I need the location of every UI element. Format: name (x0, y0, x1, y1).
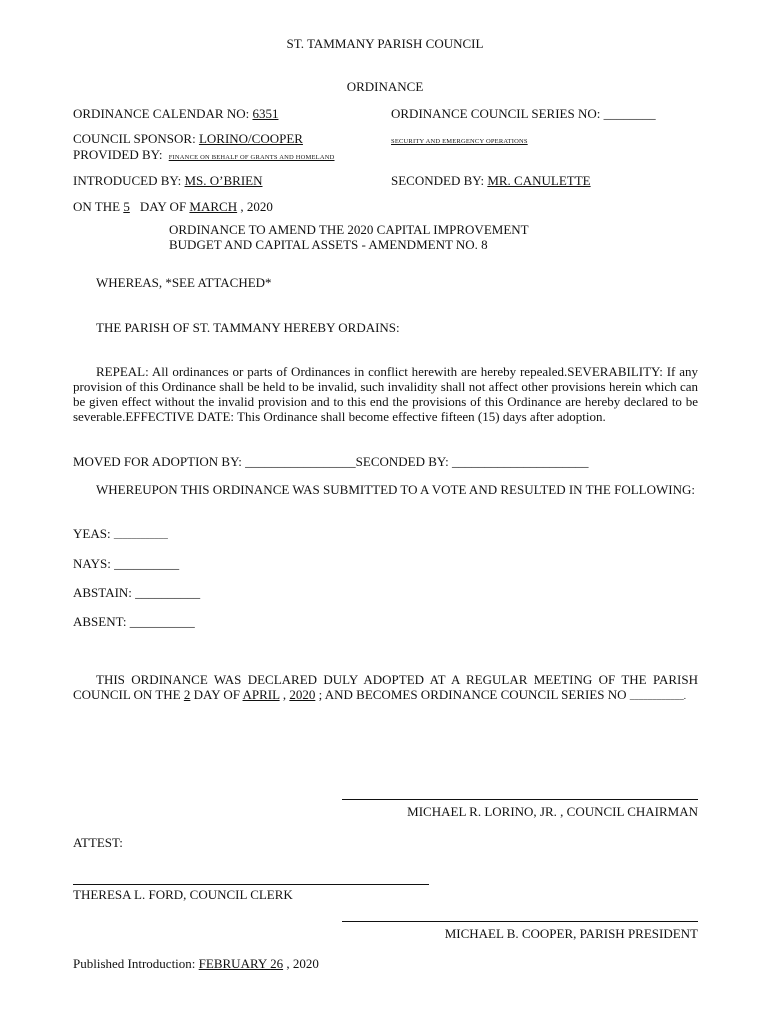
adopted-month: APRIL (242, 687, 280, 702)
provided-by-line (73, 147, 335, 165)
sponsor-label: COUNCIL SPONSOR: (73, 131, 196, 146)
president-name: MICHAEL B. COOPER, PARISH PRESIDENT (444, 926, 698, 941)
moved-label: MOVED FOR ADOPTION BY: (73, 454, 242, 469)
clerk-signature-line (73, 884, 429, 885)
date-year: , 2020 (240, 199, 273, 214)
calendar-label: ORDINANCE CALENDAR NO: (73, 106, 250, 121)
date-prefix: ON THE (73, 199, 121, 214)
repeal-paragraph: REPEAL: All ordinances or parts of Ordinances in conflict herewith are hereby repealed.SEVERABILITY: If any provision of this Ordinance shall be held to be invalid, such invalidity shall not affect other provisions herein which can be given effect without the invalid provision and to this end the provisions of this Ordinance are hereby declared to be severable.EFFECTIVE DATE: This Ordinance shall become effective fifteen (15) days after adoption. (73, 364, 698, 424)
published-year: , 2020 (286, 956, 319, 971)
adopted-year: 2020 (289, 687, 316, 702)
published-date: FEBRUARY 26 (198, 956, 284, 971)
date-day: 5 (123, 199, 130, 214)
document-type: ORDINANCE (346, 79, 424, 94)
vote-label: ABSENT: (73, 614, 127, 629)
adopted-text-2: DAY OF (193, 687, 240, 702)
calendar-number-line (73, 106, 278, 121)
chairman-signature-line (342, 799, 698, 800)
vote-label: NAYS: (73, 556, 111, 571)
whereas-clause: WHEREAS, *SEE ATTACHED* (96, 275, 272, 290)
published-label: Published Introduction: (73, 956, 196, 971)
sponsor-department: SECURITY AND EMERGENCY OPERATIONS (391, 138, 528, 145)
seconded-line (391, 173, 591, 188)
moved-second-blank: _____________________ (451, 454, 589, 469)
moved-second-label: SECONDED BY: (355, 454, 449, 469)
vote-row-absent (73, 614, 195, 629)
vote-row-yeas (73, 526, 168, 543)
adopted-series-blank: ____________. (629, 691, 687, 701)
vote-blank: __________ (135, 585, 201, 600)
ordinance-title-line-2: BUDGET AND CAPITAL ASSETS - AMENDMENT NO. 8 (169, 237, 488, 252)
clerk-name: THERESA L. FORD, COUNCIL CLERK (73, 887, 293, 902)
vote-intro-paragraph: WHEREUPON THIS ORDINANCE WAS SUBMITTED TO A VOTE AND RESULTED IN THE FOLLOWING: (96, 482, 695, 497)
vote-blank: __________ (114, 556, 180, 571)
council-heading: ST. TAMMANY PARISH COUNCIL (286, 36, 484, 51)
vote-label: ABSTAIN: (73, 585, 132, 600)
sponsor-value: LORINO/COOPER (198, 131, 303, 146)
seconded-value: MR. CANULETTE (487, 173, 591, 188)
adopted-text-1: THIS ORDINANCE WAS DECLARED DULY ADOPTED AT A REGULAR MEETING OF THE PARISH COUNCIL ON THE (73, 672, 698, 702)
attest-label: ATTEST: (73, 835, 123, 850)
series-blank: ________ (603, 106, 656, 121)
adopted-day: 2 (183, 687, 191, 702)
moved-for-adoption-line (73, 454, 588, 469)
provided-label: PROVIDED BY: (73, 147, 163, 162)
moved-blank: _________________ (245, 454, 356, 469)
vote-row-nays (73, 556, 179, 571)
vote-label: YEAS: (73, 526, 111, 541)
seconded-label: SECONDED BY: (391, 173, 485, 188)
ordains-clause: THE PARISH OF ST. TAMMANY HEREBY ORDAINS: (96, 320, 400, 335)
adopted-text-3: ; AND BECOMES ORDINANCE COUNCIL SERIES NO (318, 687, 627, 702)
series-label: ORDINANCE COUNCIL SERIES NO: (391, 106, 601, 121)
introduction-date-line (73, 199, 273, 214)
council-series-line (391, 106, 656, 121)
president-signature-line (342, 921, 698, 922)
chairman-name: MICHAEL R. LORINO, JR. , COUNCIL CHAIRMAN (407, 804, 698, 819)
introduced-line (73, 173, 263, 188)
calendar-number: 6351 (252, 106, 279, 121)
adoption-paragraph: THIS ORDINANCE WAS DECLARED DULY ADOPTED AT A REGULAR MEETING OF THE PARISH COUNCIL ON THE 2 DAY OF APRIL , 2020 ; AND BECOMES ORDINANCE COUNCIL SERIES NO ____________. (73, 672, 698, 702)
ordinance-title-line-1: ORDINANCE TO AMEND THE 2020 CAPITAL IMPROVEMENT (169, 222, 529, 237)
provided-value: FINANCE ON BEHALF OF GRANTS AND HOMELAND (168, 154, 335, 161)
date-month: MARCH (189, 199, 238, 214)
introduced-value: MS. O’BRIEN (184, 173, 263, 188)
published-introduction-line (73, 956, 319, 971)
introduced-label: INTRODUCED BY: (73, 173, 182, 188)
sponsor-line (73, 131, 303, 146)
vote-row-abstain (73, 585, 200, 600)
vote-blank: ____________ (113, 530, 168, 540)
date-middle: DAY OF (139, 199, 187, 214)
vote-blank: __________ (129, 614, 195, 629)
